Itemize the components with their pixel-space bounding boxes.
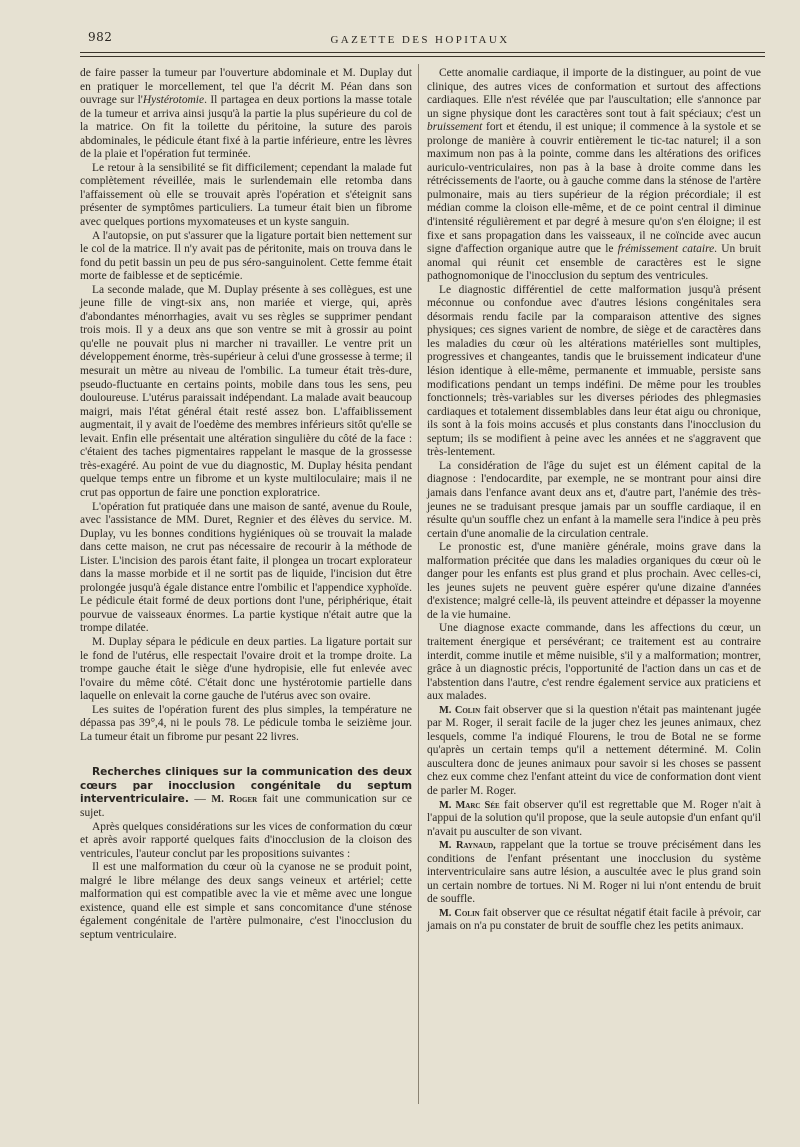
paragraph: M. Duplay sépara le pédicule en deux parties. La ligature portait sur le fond de l'utérus, elle respectait l'ovaire droit et la trompe droite. La trompe gauche était le siège d'une hydropisie, elle fut enlevée avec l'ovaire du même côté. C'était donc une hystérotomie partielle dans laquelle on enlevait la corne gauche de l'utérus avec son ovaire.	[80, 635, 412, 703]
paragraph: Le diagnostic différentiel de cette malformation jusqu'à présent méconnue ou confondue avec d'autres lésions congénitales sera désormais rendu facile par la comparaison attentive des signes physiques; ces signes varient de nombre, de siège et de caractères dans les maladies du cœur où les altérations matérielles sont multiples, progressives et changeantes, tandis que le bruissement indicateur d'une lésion identique à elle-même, permanente et immuable, persiste sans modifications pendant un temps indéfini. De même pour les troubles fonctionnels; très-variables sur les diverses périodes des phlegmasies cardiaques et totalement dissemblables dans leur état aigu ou chronique, ils sont à la fois moins accusés et plus constants dans l'inocclusion du septum; ils se modifient à peine avec les années et ne s'aggravent que très-lentement.	[427, 283, 761, 459]
speaker-name: M. Marc Sée	[439, 799, 500, 811]
section-gap	[80, 744, 412, 766]
paragraph: A l'autopsie, on put s'assurer que la ligature portait bien nettement sur le col de la matrice. Il n'y avait pas de péritonite, mais on trouva dans le fond du petit bassin un peu de pus séro-sanguinolent. Cette femme était morte de faiblesse et de septicémie.	[80, 229, 412, 283]
header-rule-thin	[80, 56, 765, 57]
paragraph: L'opération fut pratiquée dans une maison de santé, avenue du Roule, avec l'assistance de MM. Duret, Regnier et des élèves du service. M. Duplay, vu les bonnes conditions hygiéniques où se trouvait la malade dans cette maison, ne crut pas nécessaire de recourir à la méthode de Lister. L'incision des parois étant faite, il plongea un trocart explorateur dans la masse morbide et il ne sortit pas de liquide, l'incision dut être prolongée jusqu'à égale distance entre l'ombilic et l'appendice xyphoïde. Le pédicule était formé de deux portions dont l'une, périphérique, était pourvue de vaisseaux énormes. La partie kystique n'était autre que la trompe dilatée.	[80, 500, 412, 635]
paragraph: Le retour à la sensibilité se fit difficilement; cependant la malade fut complètement réveillée, mais le surlendemain elle retomba dans l'affaissement où elle se trouvait après l'opération et s'éteignit sans présenter de symptômes particuliers. La tumeur était bien un fibrome avec quelques portions myxomateuses et un kyste sanguin.	[80, 161, 412, 229]
paragraph: Cette anomalie cardiaque, il importe de la distinguer, au point de vue clinique, des autres vices de conformation et surtout des affections cardiaques. Elle n'est révélée que par l'auscultation; elle s'annonce par un signe physique dont les caractères sont tout à fait spéciaux; c'est un bruissement fort et étendu, il est unique; il commence à la systole et se prolonge de manière à couvrir entièrement le tic-tac naturel; il a son maximum non pas à la pointe, comme dans les altérations des orifices auriculo-ventriculaires, non pas à la base à droite comme dans les rétrécissements de l'aorte, ou à gauche comme dans la sténose de l'artère pulmonaire, mais au tiers supérieur de la région précordiale; il est médian comme la cloison elle-même, et de ce point central il diminue d'intensité régulièrement et par degré à mesure qu'on s'en éloigne; il est fixe et sans propagation dans les vaisseaux, il ne coïncide avec aucun signe d'affection organique autre que le frémissement cataire. Un bruit anomal qui réunit cet ensemble de caractères est le signe pathognomonique de l'inocclusion du septum des ventricules.	[427, 67, 761, 283]
speaker-name: M. Colin	[439, 907, 480, 919]
paragraph: Une diagnose exacte commande, dans les affections du cœur, un traitement énergique et persévérant; ce traitement est au contraire interdit, comme inutile et même nuisible, s'il y a malformation; montrer, grâce à un diagnostic précis, l'opportunité de l'action dans un cas et de l'abstention dans l'autre, c'est rendre également service aux praticiens et aux malades.	[427, 622, 761, 703]
author-name: M. Roger	[211, 794, 258, 806]
paragraph: de faire passer la tumeur par l'ouverture abdominale et M. Duplay dut en pratiquer le morcellement, tel que l'a décrit M. Péan dans son ouvrage sur l'Hystérotomie. Il partagea en deux portions la masse totale de la tumeur et arriva ainsi jusqu'à la partie la plus supérieure du col de la matrice. On fit la toilette du péritoine, la suture des parois abdominales, le pédicule étant fixé à la partie inférieure, entre les lèvres de la plaie et l'opération fut terminée.	[80, 67, 412, 161]
paragraph: M. Raynaud, rappelant que la tortue se trouve précisément dans les conditions de l'enfant présentant une inocclusion du système interventriculaire sans autre lésion, a auscultée avec le plus grand soin un certain nombre de tortues. Ni M. Roger ni lui n'ont entendu de bruit de souffle.	[427, 839, 762, 906]
paragraph: La seconde malade, que M. Duplay présente à ses collègues, est une jeune fille de vingt-six ans, non mariée et vierge, qui, après d'abondantes ménorrhagies, avait vu ses règles se supprimer pendant trois mois. Il y a deux ans que son ventre se mit à grossir au point qu'elle ne pouvait plus ni marcher ni travailler. Le ventre prit un développement énorme, très-supérieur à celui d'une grossesse à terme; il mesurait un mètre au niveau de l'ombilic. La tumeur était très-dure, pseudo-fluctuante en certains points, mobile dans tous les sens, peu douloureuse. L'utérus paraissait indépendant. La malade avait beaucoup maigri, mais l'état général était resté assez bon. L'affaiblissement augmentait, il y avait de l'oedème des membres inférieurs sitôt qu'elle se levait. Enfin elle présentait une altération singulière du côté de la face : c'étaient des taches pigmentaires rappelant le masque de la grossesse très-exagéré. Au point de vue du diagnostic, M. Duplay hésita pendant quelque temps entre un fibrome et un kyste multiloculaire; mais il ne crut pas opportun de faire une ponction exploratrice.	[80, 283, 412, 499]
paragraph: Le pronostic est, d'une manière générale, moins grave dans la malformation précitée que dans les maladies organiques du cœur où le danger pour les enfants est plus grand et plus prochain. Avec celles-ci, les jeunes sujets ne peuvent guère espérer qu'une dizaine d'années d'existence; malgré celle-là, ils peuvent atteindre et dépasser la moyenne de la vie humaine.	[427, 541, 761, 621]
left-column	[80, 67, 412, 942]
header-rule	[80, 52, 765, 53]
right-column	[427, 67, 761, 934]
paragraph: La considération de l'âge du sujet est un élément capital de la diagnose : l'endocardite, par exemple, ne se montrant pour ainsi dire jamais dans l'enfance avant deux ans et, d'autre part, l'anémie des très-jeunes ne se traduisant presque jamais par un souffle cardiaque, il en résulte qu'un souffle chez un enfant à la mamelle sera l'indice à peu près certain d'une anomalie de la circulation centrale.	[427, 459, 761, 540]
section-title: Recherches cliniques sur la communication des deux cœurs par inocclusion congénitale du septum interventriculaire.	[80, 766, 412, 806]
paragraph: Il est une malformation du cœur où la cyanose ne se produit point, malgré le libre mélange des deux sangs veineux et artériel; cette malformation qui est compatible avec la vie et même avec une longue existence, quand elle est simple et sans concomitance d'une sténose également congénitale de l'artère pulmonaire, c'est l'inocclusion du septum ventriculaire.	[80, 861, 412, 941]
paragraph: M. Colin fait observer que si la question n'était pas maintenant jugée par M. Roger, il serait facile de la juger chez les jeunes animaux, chez lesquels, comme l'a indiqué Flourens, le trou de Botal ne se forme qu'après un certain temps qu'il a nettement déterminé. M. Colin auscultera donc de jeunes animaux pour savoir si les choses se passent chez eux comme chez l'enfant atteint du vice de conformation dont vient de parler M. Roger.	[427, 703, 761, 797]
paragraph: Après quelques considérations sur les vices de conformation du cœur et après avoir rapporté quelques faits d'inocclusion de la cloison des ventricules, l'auteur conclut par les propositions suivantes :	[80, 820, 412, 860]
section-heading: Recherches cliniques sur la communication des deux cœurs par inocclusion congénitale du septum interventriculaire. — M. Roger fait une communication sur ce sujet.	[80, 766, 412, 819]
paragraph: Les suites de l'opération furent des plus simples, la température ne dépassa pas 39°,4, ni le pouls 78. Le pédicule tomba le seizième jour. La tumeur était un fibrome pur pesant 22 livres.	[80, 703, 412, 743]
running-title: GAZETTE DES HOPITAUX	[330, 34, 510, 46]
paragraph: M. Marc Sée fait observer qu'il est regrettable que M. Roger n'ait à l'appui de la solution qu'il propose, que la seule autopsie d'un enfant qu'il n'avait pu ausculter de son vivant.	[427, 798, 761, 838]
speaker-name: M. Colin	[439, 704, 481, 716]
speaker-name: M. Raynaud,	[439, 840, 496, 852]
page-number: 982	[88, 30, 113, 44]
column-divider	[418, 64, 419, 1104]
paragraph: M. Colin fait observer que ce résultat négatif était facile à prévoir, car jamais on n'a pu constater de bruit de souffle chez les petits animaux.	[427, 906, 761, 933]
page-header	[80, 28, 760, 50]
